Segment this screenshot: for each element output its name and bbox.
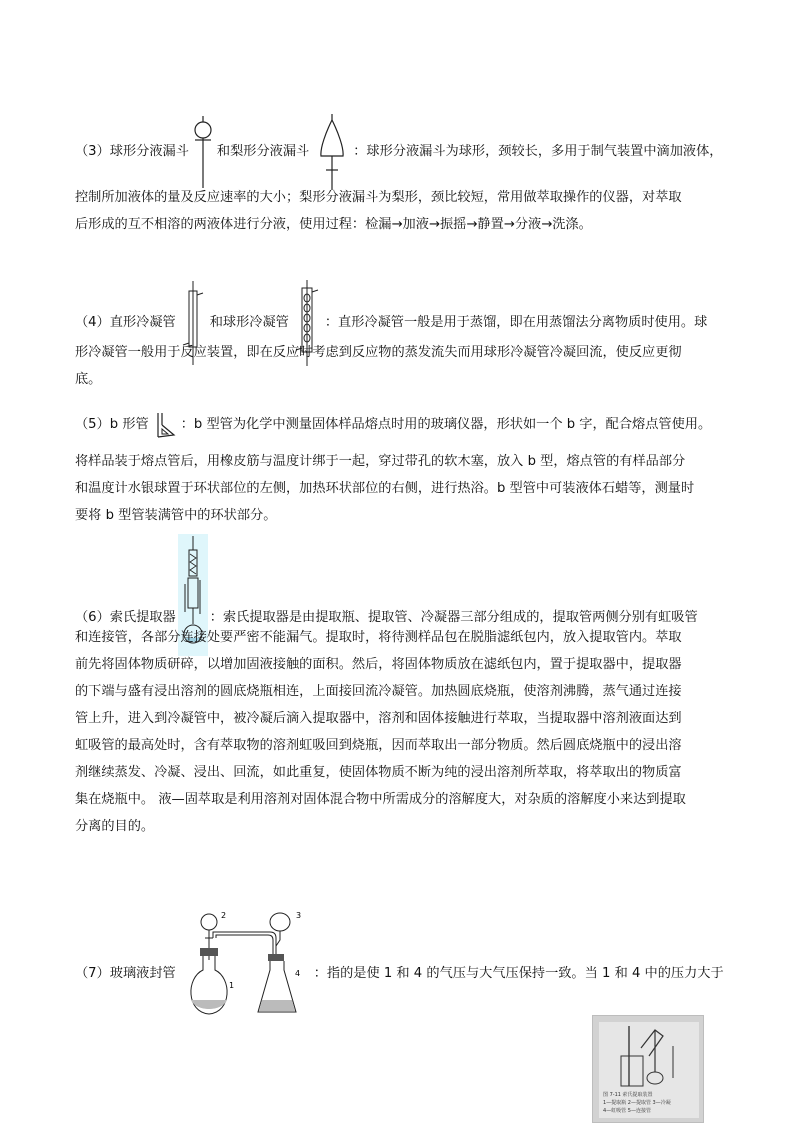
item3-heading [75, 114, 744, 190]
fig-label-4: 4 [294, 969, 300, 978]
fig-label-2: 2 [220, 911, 226, 920]
spherical-separatory-funnel-figure [193, 116, 213, 188]
item6-prefix: （6）索氏提取器 [75, 610, 176, 625]
glass-liquid-seal-figure [182, 908, 310, 1020]
photo-caption-1: 图 7-11 索氏提取装置 [603, 1092, 653, 1098]
photo-caption-2: 1—提取瓶 2—提取管 3—冷凝 [603, 1100, 671, 1106]
item4-paragraph [75, 339, 723, 393]
item7-heading [75, 911, 744, 1020]
fig-label-1: 1 [228, 981, 234, 990]
item5-heading [75, 411, 744, 439]
item3-paragraph [75, 184, 723, 238]
item4-middle: 和球形冷凝管 [209, 315, 289, 330]
item6-line-2: 前先将固体物质研碎，以增加固液接触的面积。然后，将固体物质放在滤纸包内，置于提取器中，提取器 [75, 657, 682, 672]
item6-line-8: 分离的目的。 [75, 819, 155, 834]
soxhlet-apparatus-photo [592, 1015, 704, 1123]
item6-line-3: 的下端与盛有浸出溶剂的圆底烧瓶相连，上面接回流冷凝管。加热圆底烧瓶，使溶剂沸腾，蒸气通过连接 [75, 684, 682, 699]
pear-separatory-funnel-figure [317, 114, 347, 190]
item3-line-2: 后形成的互不相溶的两液体进行分液，使用过程：检漏→加液→振摇→静置→分液→洗涤。 [75, 217, 592, 232]
item3-prefix: （3）球形分液漏斗 [75, 144, 189, 159]
fig-label-3: 3 [295, 911, 301, 920]
item3-text: ：球形分液漏斗为球形，颈较长，多用于制气装置中滴加液体， [353, 144, 723, 159]
item5-line-1: 将样品装于熔点管后，用橡皮筋与温度计绑于一起，穿过带孔的软木塞，放入 b 型，熔点管的有样品部分 [75, 454, 686, 469]
item7-prefix: （7）玻璃液封管 [75, 966, 176, 981]
item6-paragraph [75, 624, 723, 840]
item6-line-7: 集在烧瓶中。 液—固萃取是利用溶剂对固体混合物中所需成分的溶解度大，对杂质的溶解度小来达到提取 [75, 792, 686, 807]
item5-line-2: 和温度计水银球置于环状部位的左侧，加热环状部位的右侧，进行热浴。b 型管中可装液体石蜡等，测量时 [75, 481, 695, 496]
item6-line-1: 和连接管，各部分连接处要严密不能漏气。提取时，将待测样品包在脱脂滤纸包内，放入提取管内。萃取 [75, 630, 682, 645]
item5-line-3: 要将 b 型管装满管中的环状部分。 [75, 508, 277, 523]
item4-line-1: 形冷凝管一般用于反应装置，即在反应时考虑到反应物的蒸发流失而用球形冷凝管冷凝回流，使反应更彻 [75, 345, 682, 360]
item5-prefix: （5）b 形管 [75, 417, 149, 432]
item6-line-4: 管上升，进入到冷凝管中，被冷凝后滴入提取器中，溶剂和固体接触进行萃取，当提取器中溶剂液面达到 [75, 711, 682, 726]
item4-line-2: 底。 [75, 372, 102, 387]
item3-line-1: 控制所加液体的量及反应速率的大小；梨形分液漏斗为梨形，颈比较短，常用做萃取操作的仪器，对萃取 [75, 190, 682, 205]
item5-text: ：b 型管为化学中测量固体样品熔点时用的玻璃仪器，形状如一个 b 字，配合熔点管使用。 [180, 417, 712, 432]
item6-line-5: 虹吸管的最高处时，含有萃取物的溶剂虹吸回到烧瓶，因而萃取出一部分物质。然后圆底烧瓶中的浸出溶 [75, 738, 682, 753]
item3-middle: 和梨形分液漏斗 [216, 144, 310, 159]
item4-text: ：直形冷凝管一般是用于蒸馏，即在用蒸馏法分离物质时使用。球 [324, 315, 708, 330]
b-tube-figure [153, 411, 177, 439]
item5-paragraph [75, 448, 723, 529]
item4-prefix: （4）直形冷凝管 [75, 315, 176, 330]
item6-text: ：索氏提取器是由提取瓶、提取管、冷凝器三部分组成的，提取管两侧分别有虹吸管 [209, 610, 698, 625]
item6-line-6: 剂继续蒸发、冷凝、浸出、回流，如此重复，使固体物质不断为纯的浸出溶剂所萃取，将萃取出的物质富 [75, 765, 682, 780]
photo-caption-3: 4—虹吸管 5—连接管 [603, 1108, 651, 1114]
item7-text: ：指的是使 1 和 4 的气压与大气压保持一致。当 1 和 4 中的压力大于 [313, 966, 724, 981]
